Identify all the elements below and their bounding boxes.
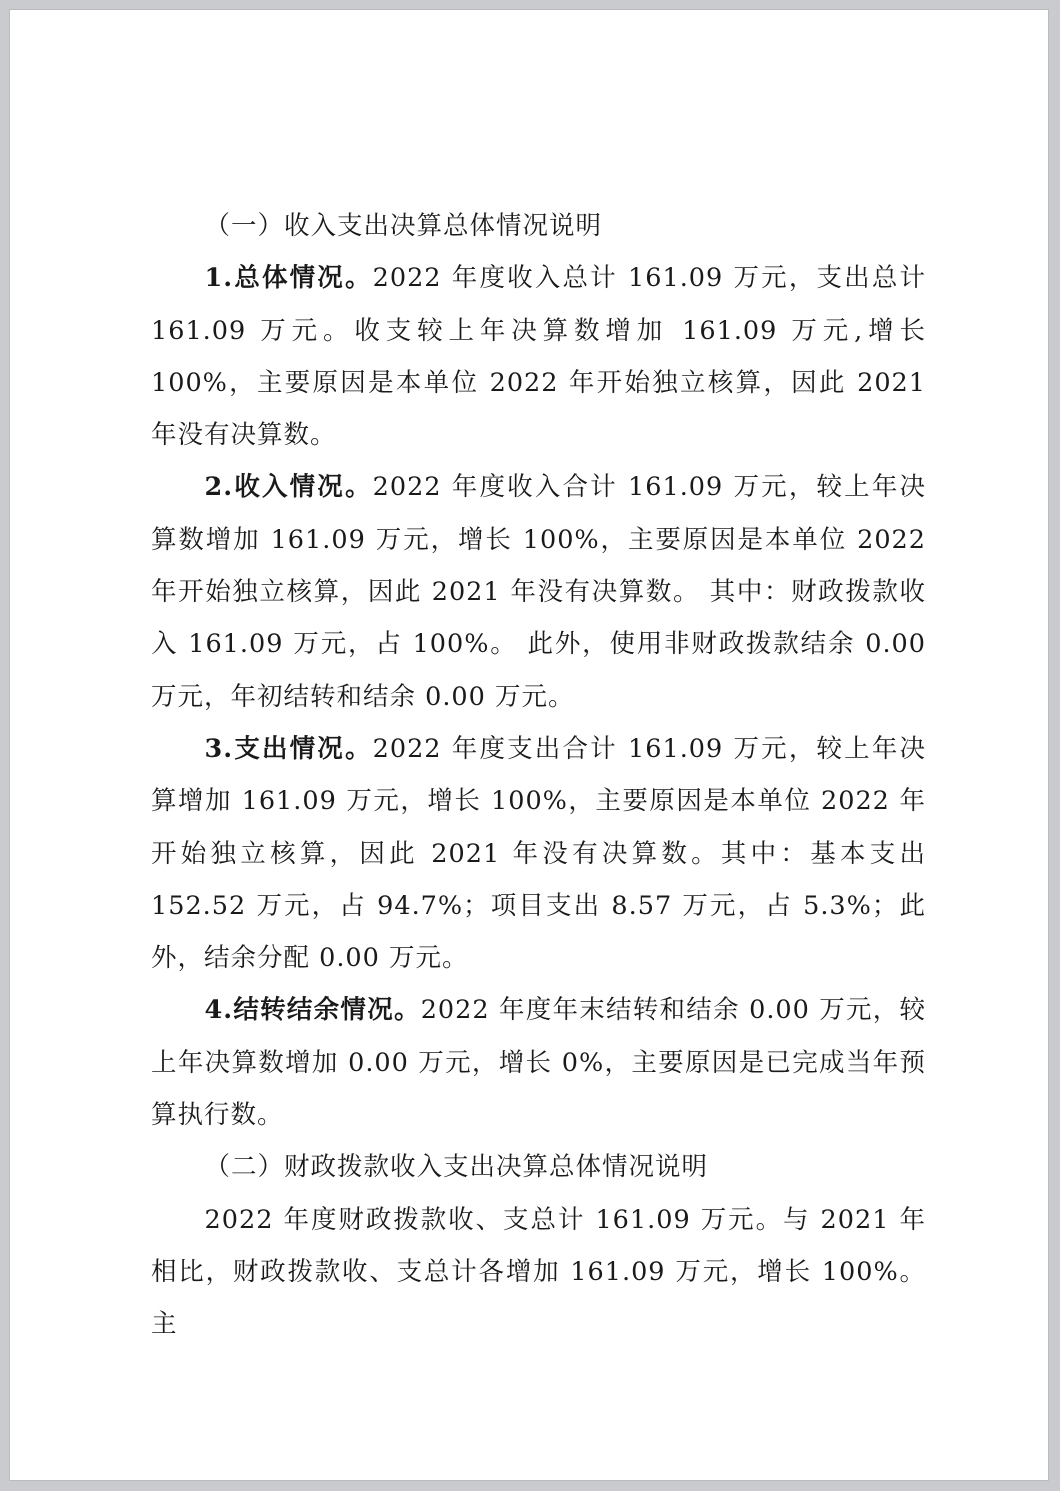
section-2-heading: （二）财政拨款收入支出决算总体情况说明 bbox=[204, 1152, 709, 1183]
document-body bbox=[151, 200, 926, 1351]
paragraph-title: 2.收入情况。 bbox=[204, 472, 373, 503]
section-1-heading: （一）收入支出决算总体情况说明 bbox=[204, 211, 603, 241]
paragraph-title: 1.总体情况。 bbox=[204, 263, 373, 294]
paragraph-text: 2022 年度支出合计 161.09 万元，较上年决算增加 161.09 万元，增长 100%，主要原因是本单位 2022 年开始独立核算，因此 2021 年没有决算数。其中：基本支出 152.52 万元，占 94.7%；项目支出 8.57 万元，占 5.3%；此外，结余分配 0.00 万元。 bbox=[151, 733, 926, 974]
paragraph-overall bbox=[151, 252, 926, 461]
paragraph-expenditure bbox=[151, 723, 926, 984]
paragraph-text: 2022 年度收入总计 161.09 万元，支出总计 161.09 万元。收支较上年决算数增加 161.09 万元,增长 100%，主要原因是本单位 2022 年开始独立核算，因此 2021 年没有决算数。 bbox=[151, 263, 926, 451]
paragraph-text: 2022 年度年末结转和结余 0.00 万元，较上年决算数增加 0.00 万元，增长 0%，主要原因是已完成当年预算执行数。 bbox=[151, 995, 926, 1131]
paragraph-carryover bbox=[151, 984, 926, 1141]
paragraph-income bbox=[151, 461, 926, 722]
paragraph-fiscal-appropriation: 2022 年度财政拨款收、支总计 161.09 万元。与 2021 年相比，财政拨款收、支总计各增加 161.09 万元，增长 100%。主 bbox=[151, 1204, 926, 1340]
paragraph-title: 3.支出情况。 bbox=[204, 733, 373, 764]
document-page bbox=[9, 9, 1049, 1481]
paragraph-title: 4.结转结余情况。 bbox=[204, 995, 421, 1026]
paragraph-text: 2022 年度收入合计 161.09 万元，较上年决算数增加 161.09 万元，增长 100%，主要原因是本单位 2022 年开始独立核算，因此 2021 年没有决算数。 其中：财政拨款收入 161.09 万元，占 100%。 此外，使用非财政拨款结余 0.00 万元，年初结转和结余 0.00 万元。 bbox=[151, 472, 926, 712]
